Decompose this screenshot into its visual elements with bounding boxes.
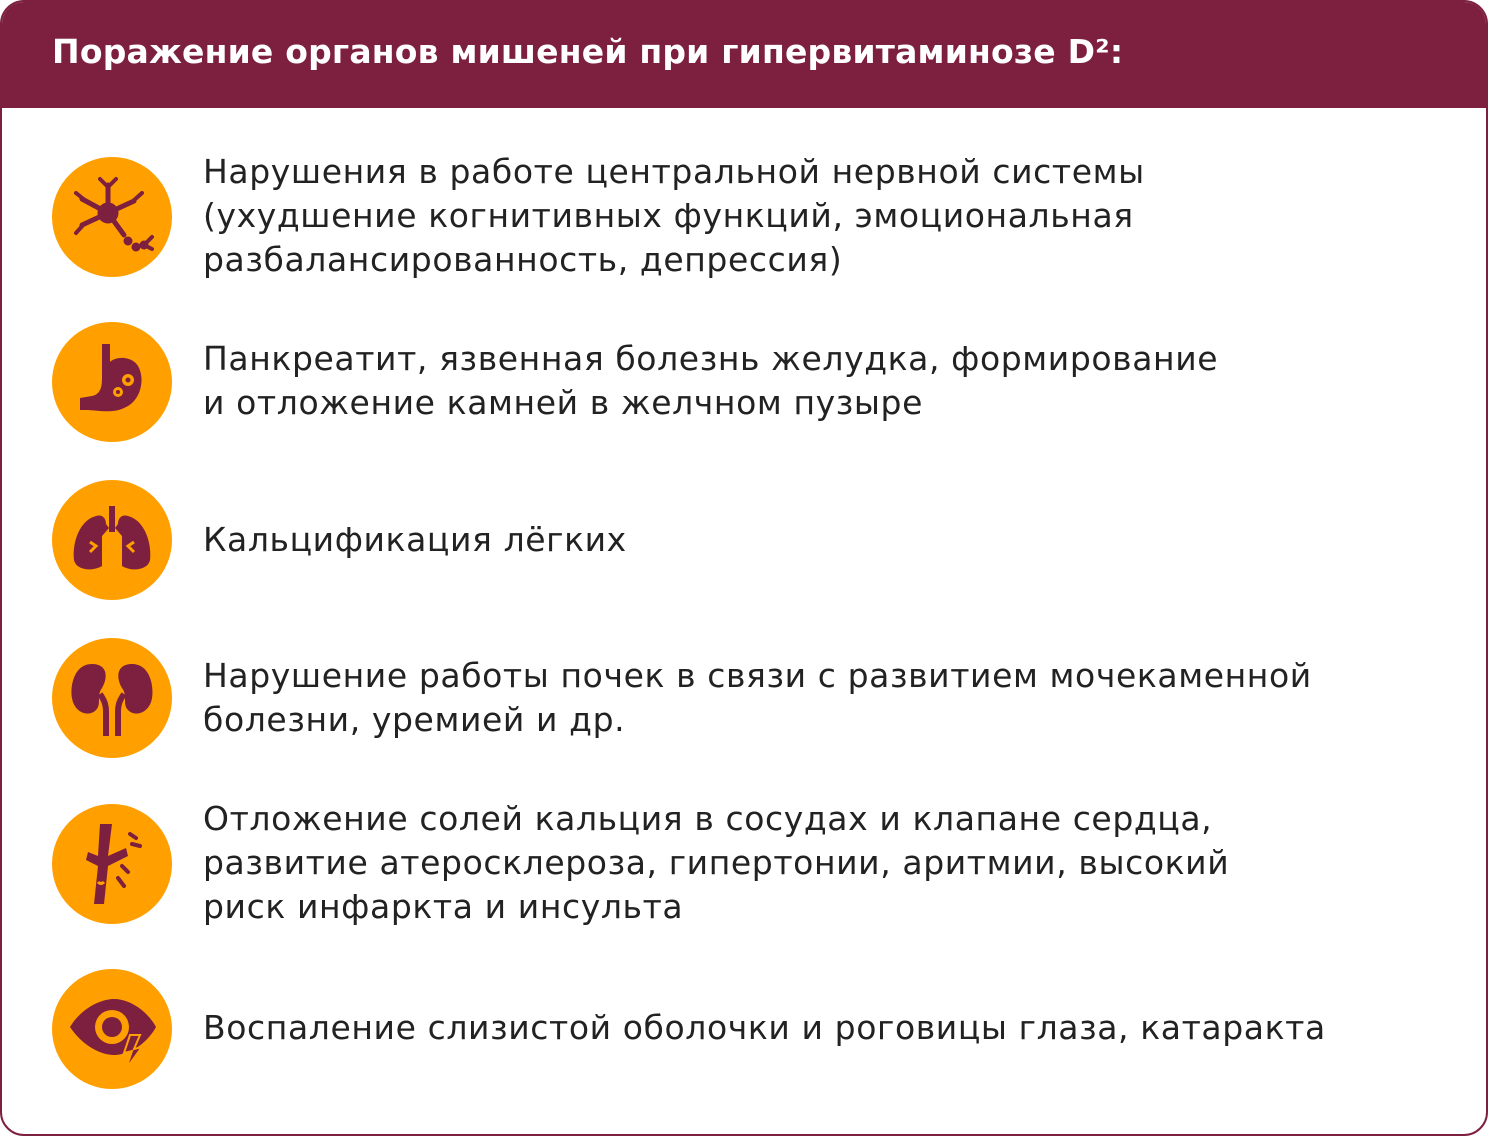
item-text-line: Кальцификация лёгких bbox=[203, 520, 627, 559]
item-text-line: Воспаление слизистой оболочки и роговицы глаза, катаракта bbox=[203, 1008, 1326, 1047]
item-text-line: (ухудшение когнитивных функций, эмоциональная bbox=[203, 196, 1134, 235]
lungs-icon bbox=[52, 480, 172, 600]
item-text-line: Нарушение работы почек в связи с развитием мочекаменной bbox=[203, 656, 1312, 695]
item-text-line: Нарушения в работе центральной нервной системы bbox=[203, 152, 1145, 191]
item-text-line: Панкреатит, язвенная болезнь желудка, формирование bbox=[203, 339, 1219, 378]
item-text-line: Отложение солей кальция в сосудах и клапане сердца, bbox=[203, 799, 1213, 838]
card-title: Поражение органов мишеней при гипервитаминозе D²: bbox=[52, 32, 1124, 71]
item-text-line: риск инфаркта и инсульта bbox=[203, 887, 684, 926]
item-text-line: болезни, уремией и др. bbox=[203, 700, 626, 739]
card-header bbox=[2, 2, 1486, 108]
stomach-icon bbox=[52, 322, 172, 442]
eye-icon bbox=[52, 969, 172, 1089]
blood-vessel-icon bbox=[52, 804, 172, 924]
kidneys-icon bbox=[52, 638, 172, 758]
neuron-icon bbox=[52, 157, 172, 277]
item-text-line: разбалансированность, депрессия) bbox=[203, 240, 843, 279]
item-text-line: развитие атеросклероза, гипертонии, аритмии, высокий bbox=[203, 843, 1230, 882]
item-text-line: и отложение камней в желчном пузыре bbox=[203, 383, 924, 422]
